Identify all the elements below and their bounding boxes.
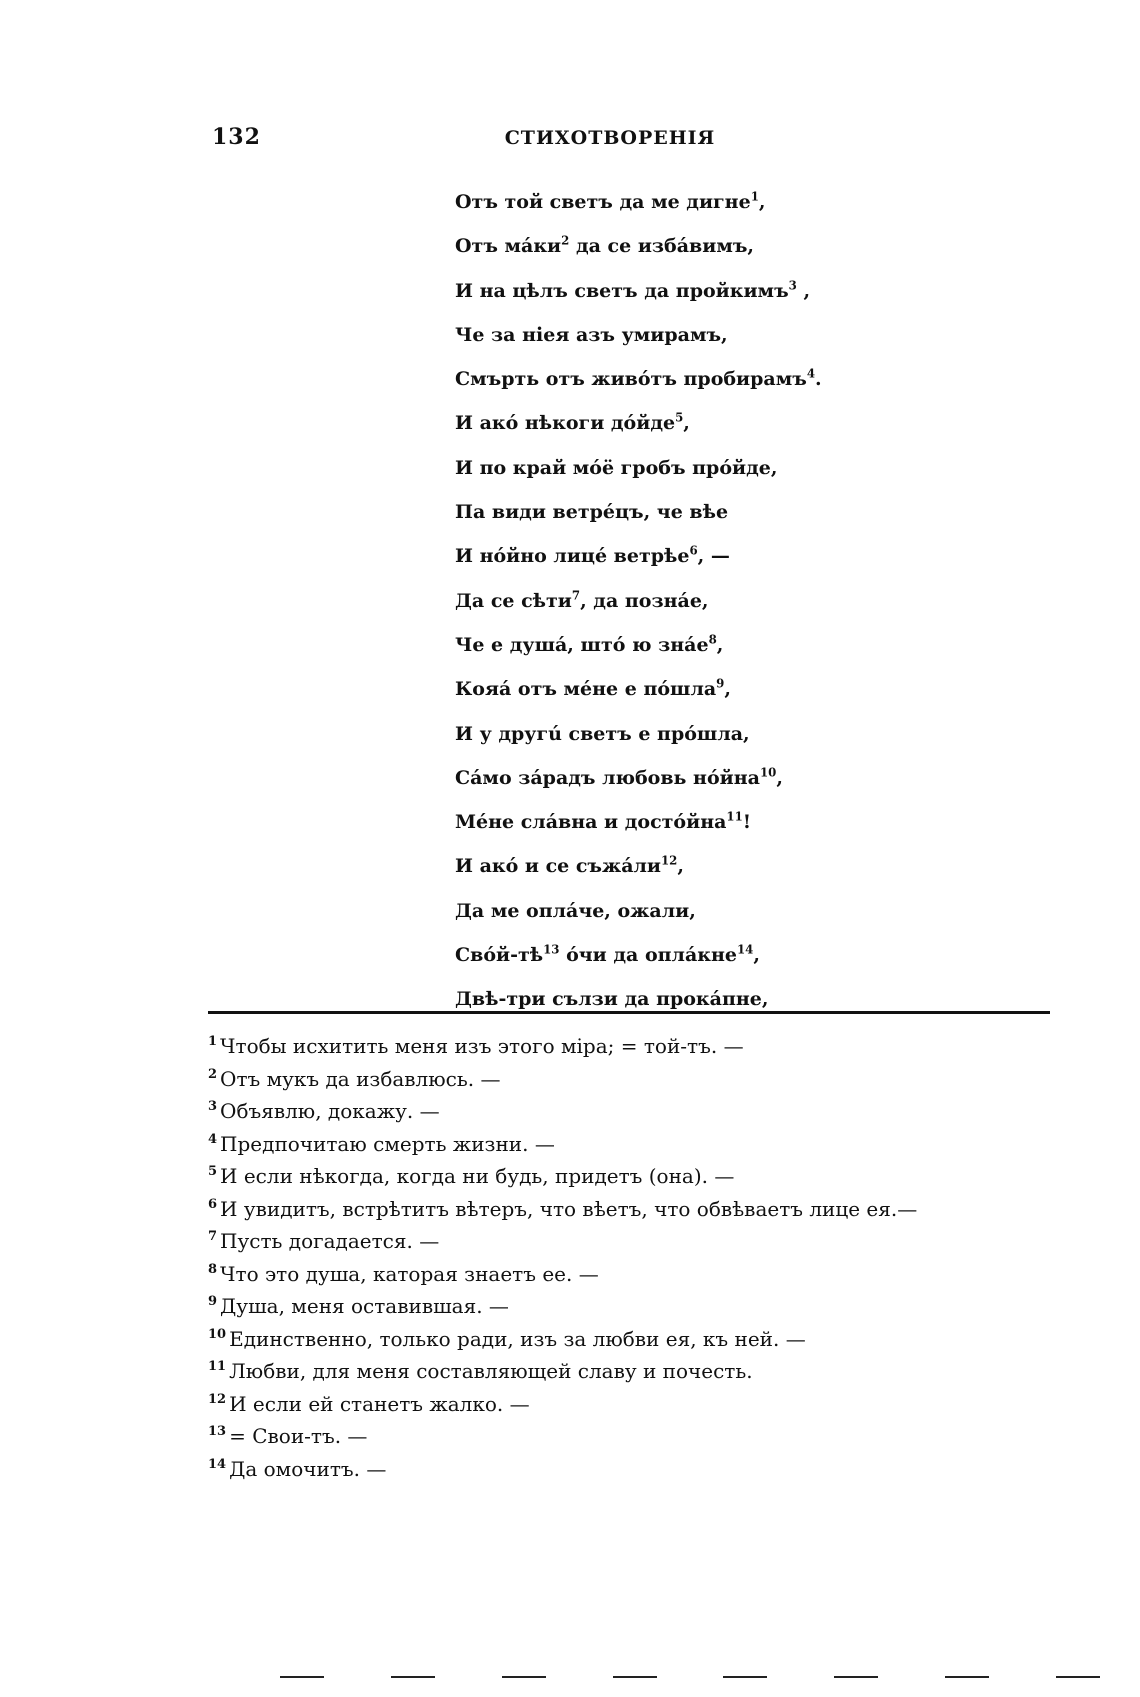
footnote xyxy=(208,1388,1108,1421)
note-reference: 13 xyxy=(543,942,560,957)
footnote-mark: 2 xyxy=(208,1066,218,1082)
edge-mark xyxy=(613,1676,657,1678)
note-reference: 11 xyxy=(726,809,743,824)
verse-text: Кояá отъ мéне е пóшла xyxy=(455,678,717,701)
footnote-text: Отъ мукъ да избавлюсь. — xyxy=(220,1066,501,1091)
note-reference: 5 xyxy=(675,411,684,426)
verse-line xyxy=(455,667,1105,711)
running-head: СТИХОТВОРЕНІЯ xyxy=(504,127,716,149)
footnote-mark: 8 xyxy=(208,1261,218,1277)
edge-mark xyxy=(945,1676,989,1678)
footnote xyxy=(208,1128,1108,1161)
note-reference: 4 xyxy=(806,366,816,381)
verse-tail: . xyxy=(815,368,822,391)
verse-text: И у другú светъ е прóшла, xyxy=(455,722,750,745)
verse-line xyxy=(455,269,1105,313)
note-reference: 7 xyxy=(571,588,581,603)
footnote-text: Да омочитъ. — xyxy=(229,1456,387,1481)
footnote-text: Душа, меня оставившая. — xyxy=(220,1294,509,1318)
footnote-mark: 11 xyxy=(208,1359,227,1375)
verse-line xyxy=(455,977,1105,1021)
footnote xyxy=(208,1355,1108,1388)
footnote-mark: 1 xyxy=(208,1034,218,1050)
verse-text: Да ме оплáче, ожали, xyxy=(455,899,696,922)
poem xyxy=(455,180,1105,1022)
page-number: 132 xyxy=(212,124,261,150)
verse-tail: , xyxy=(724,678,731,701)
verse-line xyxy=(455,534,1105,578)
verse-line xyxy=(455,224,1105,268)
footnotes xyxy=(208,1030,1108,1485)
footnote-text: = Свои-тъ. — xyxy=(229,1424,368,1448)
verse-text: Отъ той светъ да ме дигне xyxy=(455,191,751,213)
footnote xyxy=(208,1290,1108,1323)
verse-line xyxy=(455,490,1105,534)
verse-text: И по край мóё гробъ прóйде, xyxy=(455,456,778,479)
verse-text: И акó и се съжáли xyxy=(455,855,661,878)
footnote-mark: 12 xyxy=(208,1391,227,1407)
footnote-text: И увидитъ, встрѣтитъ вѣтеръ, что вѣетъ, что обвѣваетъ лице ея.— xyxy=(220,1196,918,1221)
footnote-text: Предпочитаю смерть жизни. — xyxy=(220,1131,555,1156)
verse-line xyxy=(455,889,1105,933)
verse-text: Отъ мáки xyxy=(455,235,562,258)
footnote xyxy=(208,1160,1108,1193)
edge-mark xyxy=(834,1676,878,1678)
footnote-mark: 13 xyxy=(208,1424,227,1440)
verse-tail: , xyxy=(677,855,684,878)
note-reference: 2 xyxy=(561,233,570,248)
verse-line xyxy=(455,933,1105,977)
footnote-mark: 10 xyxy=(208,1326,227,1342)
verse-text: Мéне слáвна и достóйна xyxy=(455,811,727,834)
footnote-mark: 5 xyxy=(208,1164,218,1180)
verse-text: И на цѣлъ светъ да пройкимъ xyxy=(455,279,789,302)
verse-line xyxy=(455,579,1105,623)
bottom-marks xyxy=(280,1676,1100,1678)
verse-tail: , xyxy=(758,191,766,213)
footnote-mark: 6 xyxy=(208,1196,218,1212)
footnote xyxy=(208,1095,1108,1128)
verse-line xyxy=(455,623,1105,667)
note-reference: 9 xyxy=(716,676,725,691)
edge-mark xyxy=(391,1676,435,1678)
footnote xyxy=(208,1420,1108,1453)
footnote xyxy=(208,1063,1108,1096)
verse-text: И акó нѣкоги дóйде xyxy=(455,412,676,435)
verse-tail: , xyxy=(683,412,690,435)
verse-tail: óчи да оплáкне xyxy=(559,944,737,967)
footnote-text: Что это душа, каторая знаетъ ее. — xyxy=(220,1261,599,1286)
verse-text: Двѣ-три сълзи да прокáпне, xyxy=(455,988,769,1011)
verse-tail: , xyxy=(796,279,811,302)
verse-line xyxy=(455,357,1105,401)
verse-line xyxy=(455,712,1105,756)
verse-text: Че за ніея азъ умирамъ, xyxy=(455,323,728,346)
verse-text: И нóйно лицé ветрѣе xyxy=(455,545,690,568)
edge-mark xyxy=(280,1676,324,1678)
verse-line xyxy=(455,446,1105,490)
edge-mark xyxy=(502,1676,546,1678)
note-reference: 14 xyxy=(736,942,754,957)
verse-tail: , да познáе, xyxy=(580,589,709,612)
verse-line xyxy=(455,844,1105,888)
note-reference: 10 xyxy=(759,765,777,780)
verse-tail: , xyxy=(716,633,724,656)
verse-line xyxy=(455,756,1105,800)
footnote-text: Пусть догадается. — xyxy=(220,1229,440,1253)
verse-text: Па види ветрéцъ, че вѣе xyxy=(455,501,729,524)
verse-line xyxy=(455,800,1105,844)
verse-line xyxy=(455,180,1105,224)
verse-line xyxy=(455,401,1105,445)
verse-text: Че е душá, штó ю знáе xyxy=(455,633,709,656)
edge-mark xyxy=(723,1676,767,1678)
footnote xyxy=(208,1225,1108,1258)
footnote-mark: 7 xyxy=(208,1229,218,1245)
note-reference: 1 xyxy=(750,189,759,204)
verse-tail: , xyxy=(753,944,760,967)
footnote-text: Единственно, только ради, изъ за любви ея, къ ней. — xyxy=(229,1326,806,1351)
note-reference: 6 xyxy=(689,544,698,559)
verse-tail: ! xyxy=(742,811,752,834)
footnote xyxy=(208,1323,1108,1356)
footnote-text: Любви, для меня составляющей славу и почесть. xyxy=(229,1359,753,1383)
verse-text: Свóй-тѣ xyxy=(455,944,544,967)
verse-tail: , xyxy=(776,766,783,789)
footnote-mark: 9 xyxy=(208,1294,218,1310)
verse-line xyxy=(455,313,1105,357)
footnote xyxy=(208,1030,1108,1063)
note-reference: 8 xyxy=(708,632,717,647)
footnote xyxy=(208,1453,1108,1486)
verse-tail: , — xyxy=(697,545,730,568)
verse-text: Сáмо зáрадъ любовь нóйна xyxy=(455,766,760,789)
footnote-text: Объявлю, докажу. — xyxy=(220,1099,440,1123)
footnote-text: И если нѣкогда, когда ни будь, придетъ (она). — xyxy=(220,1164,735,1188)
verse-text: Да се сѣти xyxy=(455,589,572,612)
footnote-mark: 4 xyxy=(208,1131,218,1147)
verse-tail: да се избáвимъ, xyxy=(569,235,755,258)
footnote-text: И если ей станетъ жалко. — xyxy=(229,1391,530,1416)
footnote-mark: 3 xyxy=(208,1099,218,1115)
footnote xyxy=(208,1193,1108,1226)
footnote-rule xyxy=(208,1011,1050,1014)
footnote-text: Чтобы исхитить меня изъ этого міра; = той-тъ. — xyxy=(220,1034,744,1058)
verse-text: Смърть отъ живóтъ пробирамъ xyxy=(455,368,807,391)
footnote-mark: 14 xyxy=(208,1456,227,1472)
note-reference: 12 xyxy=(661,854,678,869)
footnote xyxy=(208,1258,1108,1291)
note-reference: 3 xyxy=(788,278,797,293)
edge-mark xyxy=(1056,1676,1100,1678)
